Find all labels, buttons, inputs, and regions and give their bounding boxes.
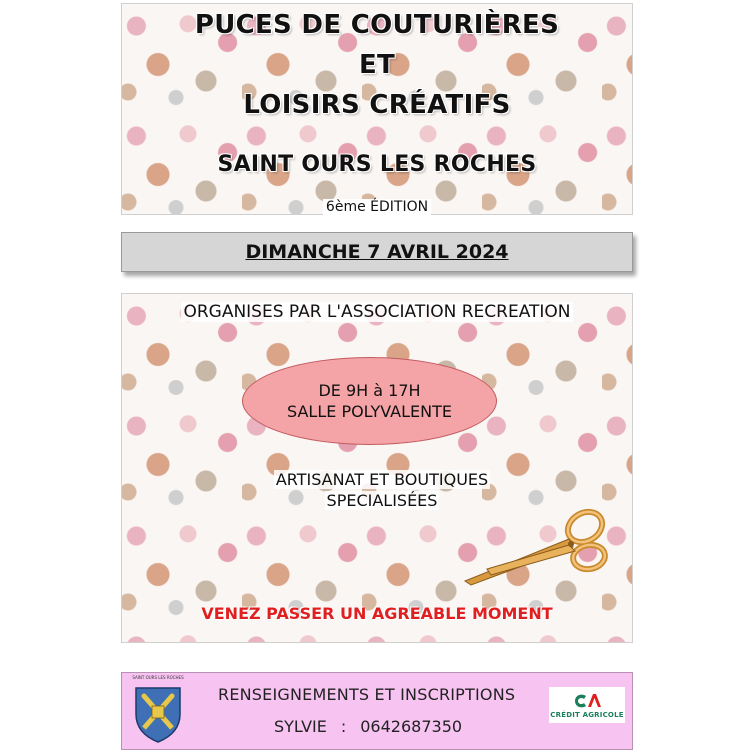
hours-text: DE 9H à 17H <box>318 381 421 400</box>
title-line-2: ET <box>358 50 396 80</box>
title-line-1: PUCES DE COUTURIÈRES <box>194 10 560 40</box>
footer-panel <box>121 672 633 750</box>
artisanat-line-1: ARTISANAT ET BOUTIQUES <box>275 470 489 489</box>
credit-agricole-logo-icon <box>572 692 602 710</box>
tagline: VENEZ PASSER UN AGREABLE MOMENT <box>201 604 553 623</box>
location-title: SAINT OURS LES ROCHES <box>217 152 537 177</box>
contact-phone: 0642687350 <box>360 717 463 736</box>
hours-oval <box>242 357 497 445</box>
venue-text: SALLE POLYVALENTE <box>287 402 452 421</box>
scissors-icon <box>457 499 617 589</box>
sponsor-name: CRÉDIT AGRICOLE <box>550 710 624 719</box>
details-panel <box>121 293 633 643</box>
edition-label <box>122 199 632 215</box>
crest-icon <box>132 680 184 744</box>
edition-text: 6ème ÉDITION <box>323 199 431 215</box>
title-line-3: LOISIRS CRÉATIFS <box>243 90 511 120</box>
artisanat-line-2: SPECIALISÉES <box>326 491 438 510</box>
info-label: RENSEIGNEMENTS ET INSCRIPTIONS <box>218 685 516 704</box>
organiser-text: ORGANISES PAR L'ASSOCIATION RECREATION <box>183 302 571 322</box>
organiser-line <box>122 302 632 322</box>
contact-line <box>274 717 462 736</box>
contact-name: SYLVIE <box>274 717 327 736</box>
date-banner <box>121 232 633 272</box>
event-date: DIMANCHE 7 AVRIL 2024 <box>245 241 509 263</box>
contact-separator: : <box>340 717 347 736</box>
credit-agricole-logo <box>549 687 625 723</box>
crest-caption: SAINT OURS LES ROCHES <box>132 675 184 680</box>
header-panel <box>121 3 633 215</box>
